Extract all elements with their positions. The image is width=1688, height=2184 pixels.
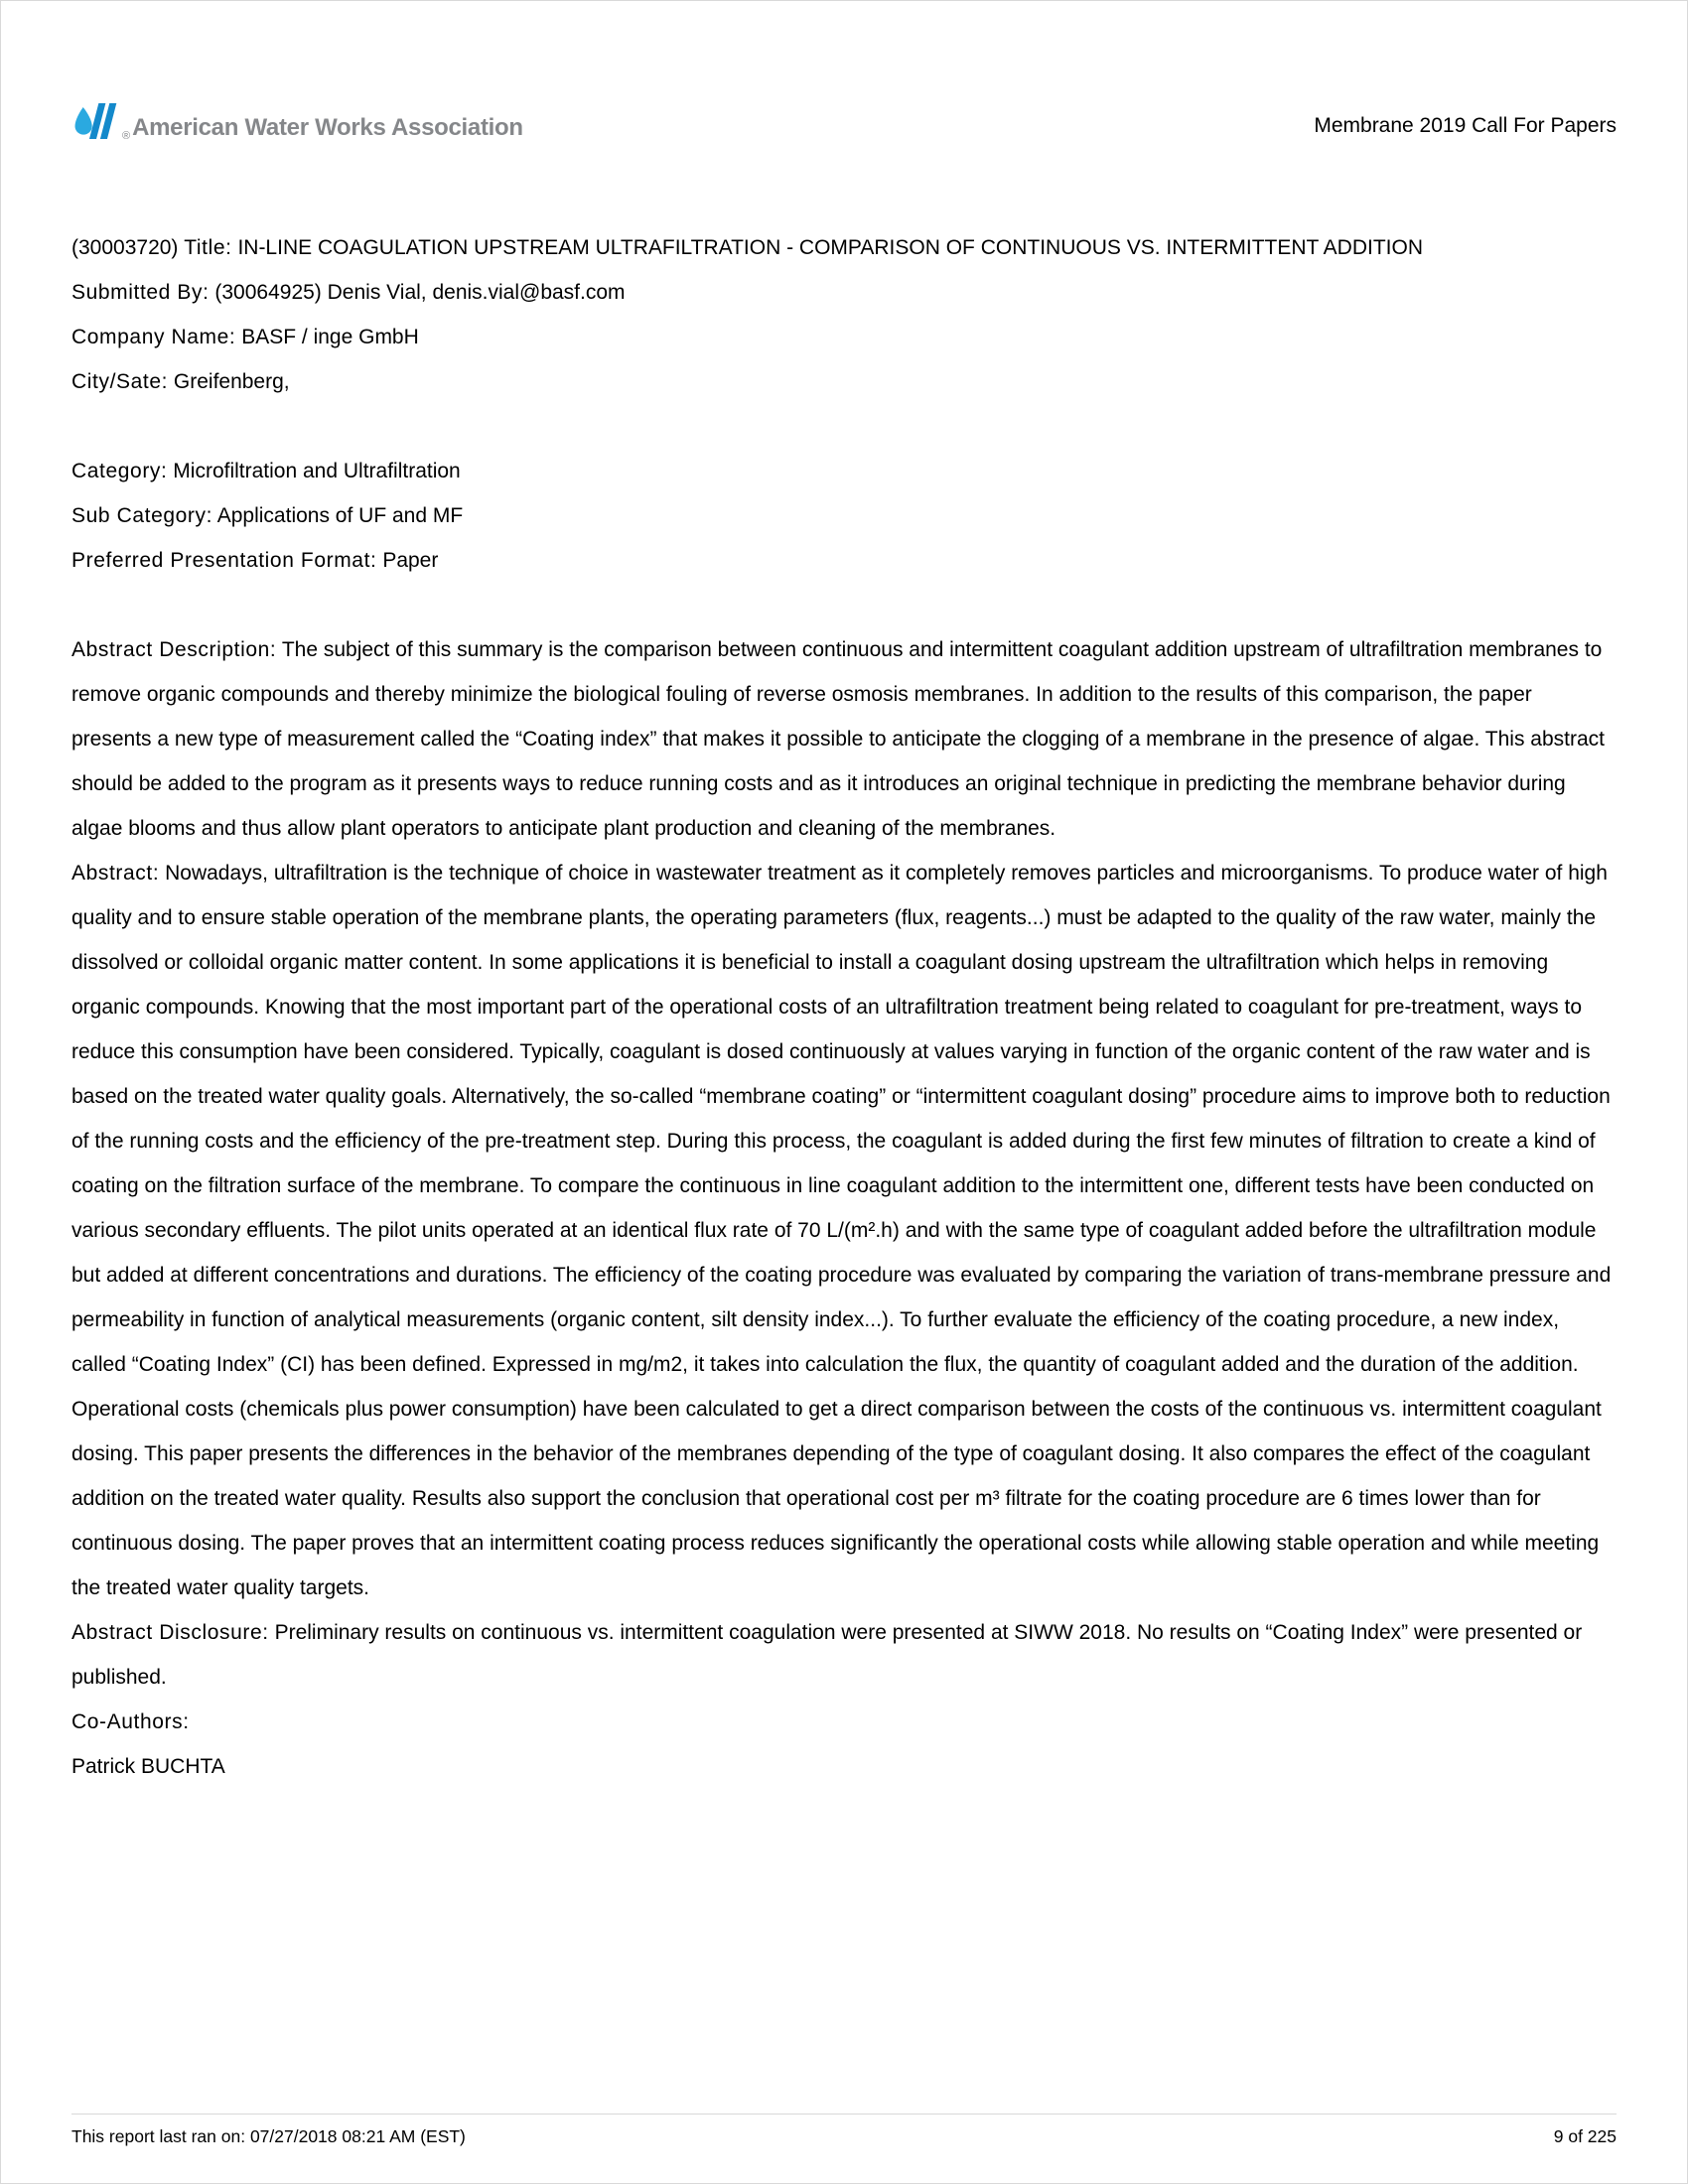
abstract-paragraph	[71, 851, 1617, 1610]
awwa-water-drop-icon	[71, 98, 121, 144]
presentation-format-value: Paper	[382, 549, 439, 572]
registered-trademark: ®	[122, 130, 131, 142]
city-state-label: City/Sate:	[71, 370, 169, 393]
classification-group	[71, 449, 1617, 583]
report-name: Membrane 2019 Call For Papers	[1314, 114, 1617, 137]
abstract-description-label: Abstract Description:	[71, 638, 277, 661]
presentation-format-label: Preferred Presentation Format:	[71, 549, 377, 572]
company-name-row	[71, 315, 1617, 359]
sub-category-row	[71, 493, 1617, 538]
co-authors-group	[71, 1700, 1617, 1789]
abstract-description-text: The subject of this summary is the comparison between continuous and intermittent coagulant addition upstream of ultrafiltration membranes to remove organic compounds and thereby minimize the biological fouling of reverse osmosis membranes. In addition to the results of this comparison, the paper presents a new type of measurement called the “Coating index” that makes it possible to anticipate the clogging of a membrane in the presence of algae. This abstract should be added to the program as it presents ways to reduce running costs and as it introduces an original technique in predicting the membrane behavior during algae blooms and thus allow plant operators to anticipate plant production and cleaning of the membranes.	[71, 638, 1605, 840]
company-name-value: BASF / inge GmbH	[241, 326, 419, 348]
category-value: Microfiltration and Ultrafiltration	[173, 460, 461, 482]
page-footer	[71, 2114, 1617, 2147]
footer-page-number: 9 of 225	[1553, 2126, 1617, 2146]
submission-info-group	[71, 270, 1617, 404]
abstract-disclosure-label: Abstract Disclosure:	[71, 1621, 269, 1644]
company-name-label: Company Name:	[71, 326, 236, 348]
co-authors-label: Co-Authors:	[71, 1710, 190, 1733]
title-label: Title:	[184, 236, 232, 259]
city-state-row	[71, 359, 1617, 404]
abstract-label: Abstract:	[71, 862, 160, 885]
awwa-logo	[71, 98, 523, 144]
presentation-format-row	[71, 538, 1617, 583]
abstract-report-content	[1, 225, 1687, 1789]
awwa-logo-text: American Water Works Association	[132, 114, 523, 141]
submitted-by-row	[71, 270, 1617, 315]
abstract-id: (30003720)	[71, 236, 179, 259]
footer-timestamp: This report last ran on: 07/27/2018 08:21 AM (EST)	[71, 2126, 466, 2146]
abstract-description-paragraph	[71, 627, 1617, 851]
abstract-disclosure-paragraph	[71, 1610, 1617, 1700]
submitted-by-value: (30064925) Denis Vial, denis.vial@basf.com	[214, 281, 626, 304]
sub-category-label: Sub Category:	[71, 504, 213, 527]
category-row	[71, 449, 1617, 493]
sub-category-value: Applications of UF and MF	[216, 504, 464, 527]
abstract-disclosure-text: Preliminary results on continuous vs. intermittent coagulation were presented at SIWW 2018. No results on “Coating Index” were presented or published.	[71, 1621, 1583, 1689]
city-state-value: Greifenberg,	[173, 370, 290, 393]
abstract-title-line	[71, 225, 1617, 270]
abstract-text: Nowadays, ultrafiltration is the technique of choice in wastewater treatment as it completely removes particles and microorganisms. To produce water of high quality and to ensure stable operation of the membrane plants, the operating parameters (flux, reagents...) must be adapted to the quality of the raw water, mainly the dissolved or colloidal organic matter content. In some applications it is beneficial to install a coagulant dosing upstream the ultrafiltration which helps in removing organic compounds. Knowing that the most important part of the operational costs of an ultrafiltration treatment being related to coagulant for pre-treatment, ways to reduce this consumption have been considered. Typically, coagulant is dosed continuously at values varying in function of the organic content of the raw water and is based on the treated water quality goals. Alternatively, the so-called “membrane coating” or “intermittent coagulant dosing” procedure aims to improve both to reduction of the running costs and the efficiency of the pre-treatment step. During this process, the coagulant is added during the first few minutes of filtration to create a kind of coating on the filtration surface of the membrane. To compare the continuous in line coagulant addition to the intermittent one, different tests have been conducted on various secondary effluents. The pilot units operated at an identical flux rate of 70 L/(m².h) and with the same type of coagulant added before the ultrafiltration module but added at different concentrations and durations. The efficiency of the coating procedure was evaluated by comparing the variation of trans-membrane pressure and permeability in function of analytical measurements (organic content, silt density index...). To further evaluate the efficiency of the coating procedure, a new index, called “Coating Index” (CI) has been defined. Expressed in mg/m2, it takes into calculation the flux, the quantity of coagulant added and the duration of the addition. Operational costs (chemicals plus power consumption) have been calculated to get a direct comparison between the costs of the continuous vs. intermittent coagulant dosing. This paper presents the differences in the behavior of the membranes depending of the type of coagulant dosing. It also compares the effect of the coagulant addition on the treated water quality. Results also support the conclusion that operational cost per m³ filtrate for the coating procedure are 6 times lower than for continuous dosing. The paper proves that an intermittent coating process reduces significantly the operational costs while allowing stable operation and while meeting the treated water quality targets.	[71, 862, 1612, 1599]
category-label: Category:	[71, 460, 168, 482]
title-value: IN-LINE COAGULATION UPSTREAM ULTRAFILTRATION - COMPARISON OF CONTINUOUS VS. INTERMITTENT ADDITION	[237, 236, 1424, 259]
page-header	[1, 1, 1687, 144]
submitted-by-label: Submitted By:	[71, 281, 210, 304]
co-author-name: Patrick BUCHTA	[71, 1755, 225, 1778]
